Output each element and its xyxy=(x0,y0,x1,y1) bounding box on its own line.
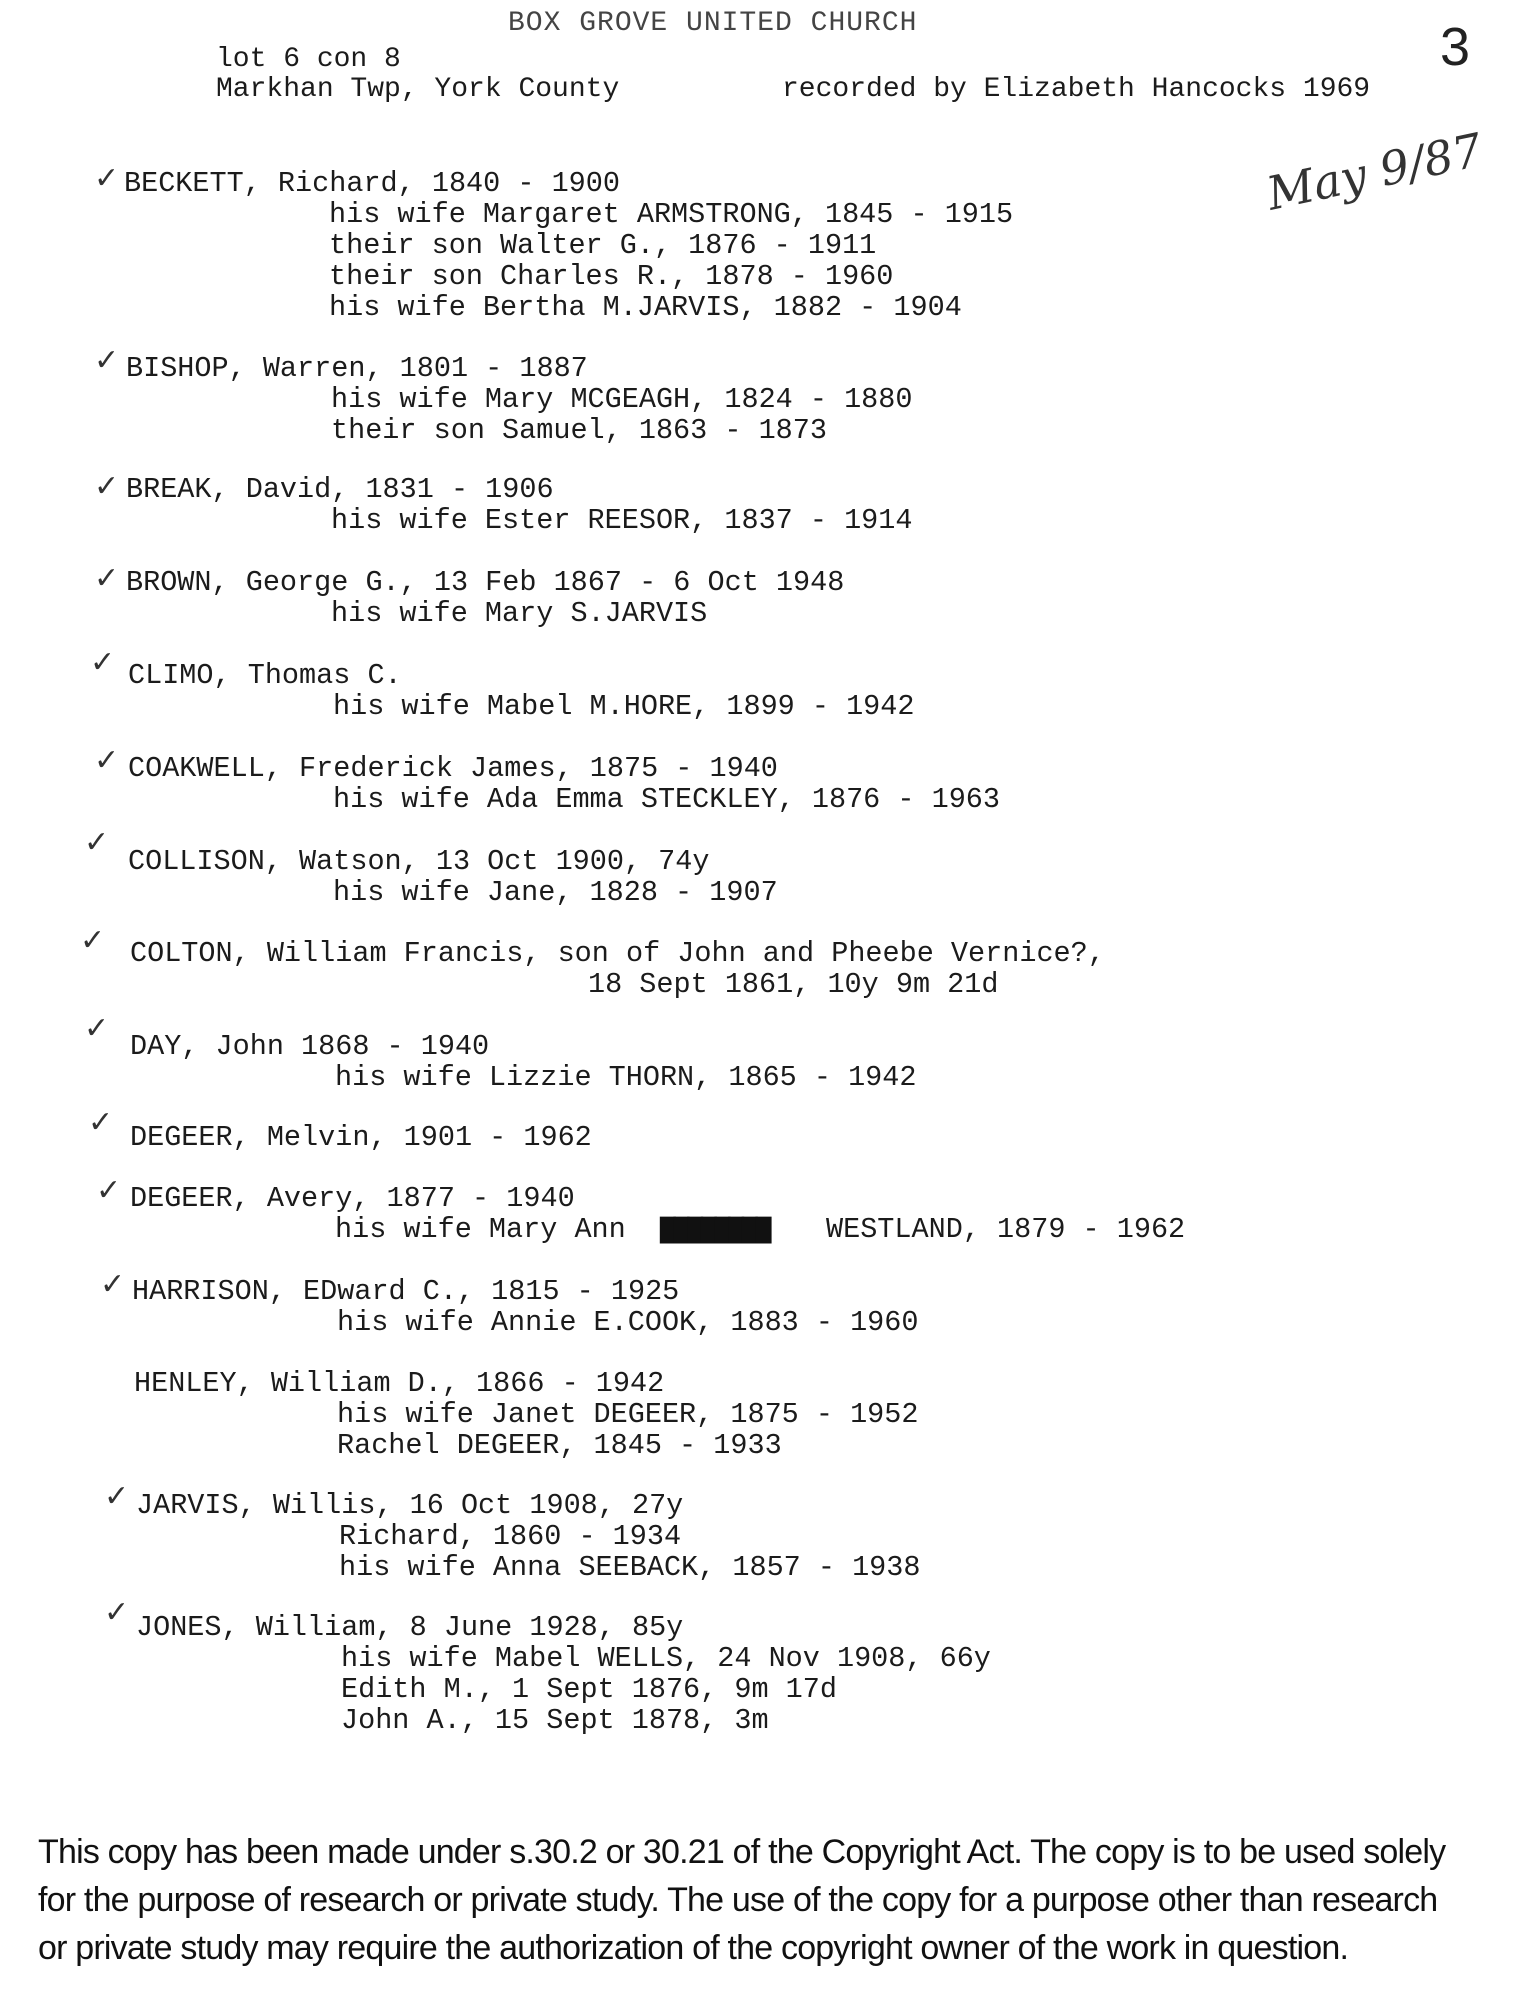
entry-surname-line: DEGEER, Avery, 1877 - 1940 xyxy=(130,1182,575,1215)
check-mark-icon: ✓ xyxy=(100,1267,126,1302)
recorded-by: recorded by Elizabeth Hancocks 1969 xyxy=(782,74,1371,105)
copyright-notice-line: This copy has been made under s.30.2 or 30.21 of the Copyright Act. The copy is to be used solely xyxy=(38,1833,1446,1871)
entry-surname-line: BISHOP, Warren, 1801 - 1887 xyxy=(126,352,588,385)
check-mark-icon: ✓ xyxy=(94,561,120,596)
check-mark-icon: ✓ xyxy=(90,645,116,680)
entry-family-line: his wife Lizzie THORN, 1865 - 1942 xyxy=(335,1061,917,1094)
entry-family-line: their son Samuel, 1863 - 1873 xyxy=(331,414,827,447)
struck-out-text-blot: ▇▇▇▇▇▇▇▇ xyxy=(660,1215,770,1245)
entry-family-line: his wife Mabel M.HORE, 1899 - 1942 xyxy=(333,690,915,723)
entry-surname-line: BROWN, George G., 13 Feb 1867 - 6 Oct 1948 xyxy=(126,566,845,599)
copyright-notice-line: or private study may require the authorization of the copyright owner of the work in question. xyxy=(38,1929,1349,1967)
check-mark-icon: ✓ xyxy=(94,469,120,504)
entry-surname-line: DAY, John 1868 - 1940 xyxy=(130,1030,490,1063)
entry-family-line: their son Charles R., 1878 - 1960 xyxy=(329,260,894,293)
lot-concession: lot 6 con 8 xyxy=(216,44,401,75)
entry-surname-line: CLIMO, Thomas C. xyxy=(128,659,402,692)
entry-family-line: Edith M., 1 Sept 1876, 9m 17d xyxy=(341,1673,837,1706)
check-mark-icon: ✓ xyxy=(94,743,120,778)
entry-surname-line: HARRISON, EDward C., 1815 - 1925 xyxy=(132,1275,680,1308)
entry-family-line: his wife Mary MCGEAGH, 1824 - 1880 xyxy=(331,383,913,416)
entry-family-line: 18 Sept 1861, 10y 9m 21d xyxy=(588,968,999,1001)
entry-family-line: his wife Ada Emma STECKLEY, 1876 - 1963 xyxy=(333,783,1001,816)
church-title: BOX GROVE UNITED CHURCH xyxy=(508,8,918,39)
entry-surname-line: BECKETT, Richard, 1840 - 1900 xyxy=(124,167,620,200)
entry-family-line: his wife Margaret ARMSTRONG, 1845 - 1915 xyxy=(329,198,1014,231)
check-mark-icon: ✓ xyxy=(94,343,120,378)
entry-family-line: their son Walter G., 1876 - 1911 xyxy=(329,229,877,262)
entry-surname-line: COAKWELL, Frederick James, 1875 - 1940 xyxy=(128,752,778,785)
entry-family-line: his wife Mabel WELLS, 24 Nov 1908, 66y xyxy=(341,1642,991,1675)
check-mark-icon: ✓ xyxy=(80,923,106,958)
entry-family-line: John A., 15 Sept 1878, 3m xyxy=(341,1704,769,1737)
entry-family-line: WESTLAND, 1879 - 1962 xyxy=(826,1213,1186,1246)
entry-family-line: his wife Annie E.COOK, 1883 - 1960 xyxy=(337,1306,919,1339)
entry-surname-line: JARVIS, Willis, 16 Oct 1908, 27y xyxy=(136,1489,684,1522)
entry-surname-line: BREAK, David, 1831 - 1906 xyxy=(126,473,554,506)
entry-family-line: Rachel DEGEER, 1845 - 1933 xyxy=(337,1429,782,1462)
check-mark-icon: ✓ xyxy=(96,1173,122,1208)
check-mark-icon: ✓ xyxy=(94,161,120,196)
handwritten-date-note: May 9/87 xyxy=(1262,122,1487,221)
page-number: 3 xyxy=(1440,17,1471,77)
check-mark-icon: ✓ xyxy=(88,1105,114,1140)
copyright-notice-line: for the purpose of research or private study. The use of the copy for a purpose other than research xyxy=(38,1881,1438,1919)
entry-surname-line: COLLISON, Watson, 13 Oct 1900, 74y xyxy=(128,845,710,878)
entry-family-line: his wife Mary S.JARVIS xyxy=(331,597,708,630)
entry-surname-line: HENLEY, William D., 1866 - 1942 xyxy=(134,1367,665,1400)
entry-family-line: his wife Mary Ann xyxy=(335,1213,626,1246)
check-mark-icon: ✓ xyxy=(84,1011,110,1046)
entry-surname-line: DEGEER, Melvin, 1901 - 1962 xyxy=(130,1121,592,1154)
entry-family-line: his wife Anna SEEBACK, 1857 - 1938 xyxy=(339,1551,921,1584)
check-mark-icon: ✓ xyxy=(84,825,110,860)
entry-family-line: his wife Janet DEGEER, 1875 - 1952 xyxy=(337,1398,919,1431)
entry-family-line: his wife Bertha M.JARVIS, 1882 - 1904 xyxy=(329,291,962,324)
check-mark-icon: ✓ xyxy=(104,1479,130,1514)
entry-family-line: his wife Jane, 1828 - 1907 xyxy=(333,876,778,909)
township-county: Markhan Twp, York County xyxy=(216,74,620,105)
entry-family-line: Richard, 1860 - 1934 xyxy=(339,1520,682,1553)
check-mark-icon: ✓ xyxy=(104,1595,130,1630)
copyright-notice xyxy=(38,1828,1488,1972)
entry-family-line: his wife Ester REESOR, 1837 - 1914 xyxy=(331,504,913,537)
entry-surname-line: JONES, William, 8 June 1928, 85y xyxy=(136,1611,684,1644)
entry-surname-line: COLTON, William Francis, son of John and Pheebe Vernice?, xyxy=(130,937,1105,970)
